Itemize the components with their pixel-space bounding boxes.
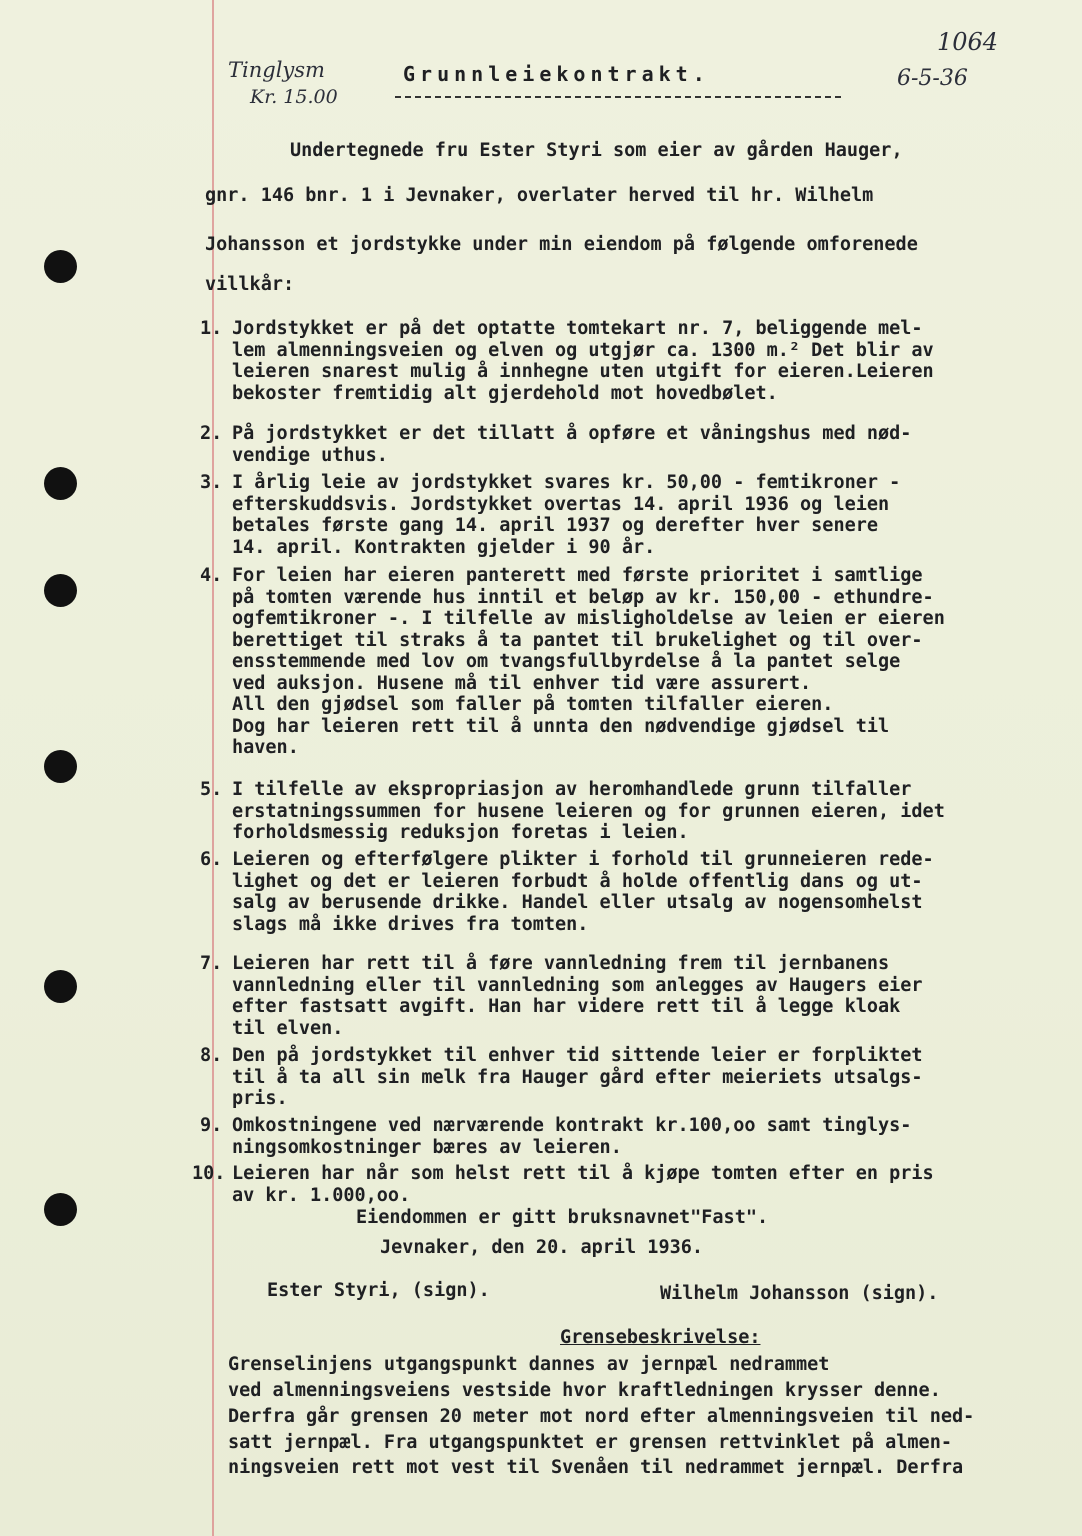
term-line: vannledning eller til vannledning som anlegges av Haugers eier	[232, 974, 923, 996]
term-line: Dog har leieren rett til å unnta den nødvendige gjødsel til	[232, 715, 890, 737]
punch-hole	[44, 467, 77, 500]
term-line: slags må ikke drives fra tomten.	[232, 913, 589, 935]
term-line: salg av berusende drikke. Handel eller utsalg av nogensomhelst	[232, 892, 923, 913]
term-line: All den gjødsel som faller på tomten tilfaller eieren.	[232, 694, 834, 715]
term-line: av kr. 1.000,oo.	[232, 1184, 411, 1206]
intro-line: villkår:	[205, 274, 295, 295]
term-line: På jordstykket er det tillatt å opføre et våningshus med nød-	[232, 423, 912, 444]
title-underline	[395, 96, 841, 98]
term-number: 1.	[200, 318, 223, 339]
term-line: ensstemmende med lov om tvangsfullbyrdelse å la pantet selge	[232, 651, 901, 672]
term-line: ogfemtikroner -. I tilfelle av misligholdelse av leien er eieren	[232, 608, 945, 629]
boundary-line: ningsveien rett mot vest til Svenåen til nedrammet jernpæl. Derfra	[228, 1457, 964, 1478]
term-line: ningsomkostninger bæres av leieren.	[232, 1136, 622, 1158]
term-line: lighet og det er leieren forbudt å holde offentlig dans og ut-	[232, 870, 923, 892]
signature-lessee: Wilhelm Johansson (sign).	[660, 1283, 939, 1304]
term-number: 5.	[200, 779, 223, 800]
term-line: I årlig leie av jordstykket svares kr. 50,00 - femtikroner -	[232, 472, 901, 493]
term-line: Leieren har når som helst rett til å kjøpe tomten efter en pris	[232, 1163, 934, 1184]
term-number: 3.	[200, 472, 223, 493]
boundary-line: Derfra går grensen 20 meter mot nord efter almenningsveien til ned-	[228, 1406, 975, 1427]
punch-hole	[44, 1193, 77, 1226]
term-line: Omkostningene ved nærværende kontrakt kr.100,oo samt tinglys-	[232, 1115, 912, 1136]
term-line: efterskuddsvis. Jordstykket overtas 14. april 1936 og leien	[232, 493, 890, 515]
term-line: pris.	[232, 1088, 288, 1109]
boundary-line: ved almenningsveiens vestside hvor kraftledningen krysser denne.	[228, 1380, 941, 1401]
term-line: efter fastsatt avgift. Han har videre rett til å legge kloak	[232, 996, 901, 1017]
term-line: til å ta all sin melk fra Hauger gård efter meieriets utsalgs-	[232, 1066, 923, 1088]
term-line: leieren snarest mulig å innhegne uten utgift for eieren.Leieren	[232, 361, 934, 382]
term-line: ved auksjon. Husene må til enhver tid være assurert.	[232, 672, 812, 694]
term-line: Jordstykket er på det optatte tomtekart nr. 7, beliggende mel-	[232, 318, 923, 339]
signature-owner: Ester Styri, (sign).	[267, 1280, 490, 1301]
term-line: forholdsmessig reduksjon foretas i leien.	[232, 822, 689, 843]
term-number: 4.	[200, 565, 223, 586]
term-number: 2.	[200, 423, 223, 444]
term-number: 10.	[192, 1163, 226, 1184]
punch-hole	[44, 574, 77, 607]
page-number: 1064	[937, 28, 999, 56]
term-line: vendige uthus.	[232, 444, 388, 466]
term-number: 6.	[200, 849, 223, 870]
term-number: 7.	[200, 953, 223, 974]
margin-note-fee: Kr. 15.00	[250, 86, 338, 108]
boundary-heading: Grensebeskrivelse:	[560, 1327, 761, 1348]
term-line: haven.	[232, 737, 299, 758]
term-line: Leieren har rett til å føre vannledning frem til jernbanens	[232, 953, 890, 974]
term-number: 8.	[200, 1045, 223, 1066]
term-line: 14. april. Kontrakten gjelder i 90 år.	[232, 536, 656, 558]
term-line: Leieren og efterfølgere plikter i forhold til grunneieren rede-	[232, 849, 934, 870]
recorded-date: 6-5-36	[897, 66, 968, 91]
term-line: For leien har eieren panterett med første prioritet i samtlige	[232, 565, 923, 586]
term-line: berettiget til straks å ta pantet til brukelighet og til over-	[232, 629, 923, 651]
term-number: 9.	[200, 1115, 223, 1136]
term-line: erstatningssummen for husene leieren og for grunnen eieren, idet	[232, 800, 945, 822]
term-line: til elven.	[232, 1017, 344, 1039]
margin-rule	[212, 0, 214, 1536]
term-line: lem almenningsveien og elven og utgjør ca. 1300 m.² Det blir av	[232, 339, 934, 361]
document-title: Grunnleiekontrakt.	[403, 62, 710, 86]
property-name-note: Eiendommen er gitt bruksnavnet"Fast".	[356, 1207, 769, 1228]
punch-hole	[44, 750, 77, 783]
term-line: Den på jordstykket til enhver tid sittende leier er forpliktet	[232, 1045, 923, 1066]
intro-line: Johansson et jordstykke under min eiendom på følgende omforenede	[205, 234, 918, 255]
intro-line: Undertegnede fru Ester Styri som eier av gården Hauger,	[290, 140, 903, 161]
term-line: på tomten værende hus inntil et beløp av kr. 150,00 - ethundre-	[232, 586, 934, 608]
boundary-line: satt jernpæl. Fra utgangspunktet er grensen rettvinklet på almen-	[228, 1432, 952, 1453]
punch-hole	[44, 250, 77, 283]
punch-hole	[44, 970, 77, 1003]
boundary-line: Grenselinjens utgangspunkt dannes av jernpæl nedrammet	[228, 1354, 830, 1375]
intro-line: gnr. 146 bnr. 1 i Jevnaker, overlater herved til hr. Wilhelm	[205, 185, 874, 206]
margin-note-recorded: Tinglysm	[228, 58, 325, 82]
term-line: I tilfelle av ekspropriasjon av heromhandlede grunn tilfaller	[232, 779, 912, 800]
term-line: betales første gang 14. april 1937 og derefter hver senere	[232, 515, 879, 536]
place-date: Jevnaker, den 20. april 1936.	[380, 1237, 704, 1258]
term-line: bekoster fremtidig alt gjerdehold mot hovedbølet.	[232, 382, 778, 404]
